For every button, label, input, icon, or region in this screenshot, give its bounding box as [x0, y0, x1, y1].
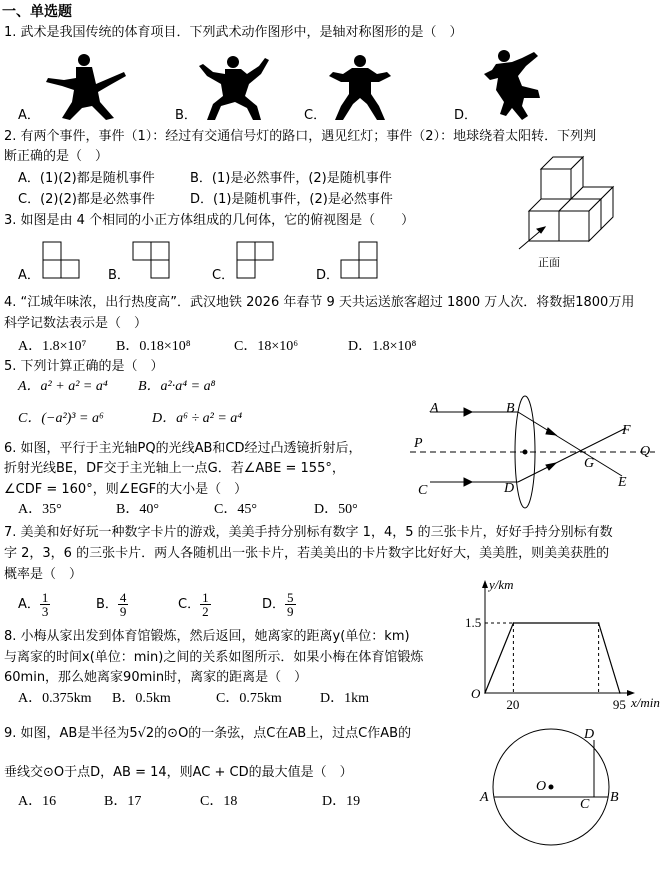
q6-label-f: F	[622, 423, 631, 438]
q6-option-b: B．40°	[116, 502, 159, 517]
q4-stem-line1: 4. “江城年味浓，出行热度高”．武汉地铁 2026 年春节 9 天共运送旅客超过 1800 万人次．将数据1800万用	[4, 295, 635, 310]
q7-stem-line1: 7. 美美和好好玩一种数字卡片的游戏，美美手持分别标有数字 1，4，5 的三张卡片，好好手持分别标有数	[4, 525, 613, 540]
y-axis-label: y/km	[489, 577, 514, 592]
q4-stem-line2: 科学记数法表示是（ ）	[4, 316, 148, 331]
y-axis-arrow	[482, 580, 488, 588]
q3-option-c-figure	[236, 241, 274, 279]
q8-option-c: C．0.75km	[216, 691, 282, 706]
q9-label-c: C	[580, 797, 590, 812]
q3-cube-figure	[515, 155, 645, 255]
q3-option-d-figure	[340, 241, 378, 279]
q4-option-c: C．18×10⁶	[234, 339, 299, 354]
q9-circle-figure	[490, 730, 620, 850]
q8-stem-line2: 与离家的时间x(单位：min)之间的关系如图所示．如果小梅在体育馆锻炼	[4, 650, 424, 665]
x-tick-label: 95	[612, 697, 626, 712]
q9-label-o: O	[536, 779, 547, 794]
q1-option-d: D．	[454, 108, 478, 123]
q6-label-q: Q	[640, 444, 651, 459]
data-point	[619, 692, 621, 694]
q3-stem: 3. 如图是由 4 个相同的小正方体组成的几何体，它的俯视图是（ ）	[4, 213, 415, 228]
q8-option-a: A．0.375km	[18, 691, 92, 706]
q9-label-d: D	[584, 727, 595, 742]
q5-option-b: B．a²·a⁴ = a⁸	[138, 379, 216, 394]
q3-option-c: C．	[212, 268, 235, 283]
q2-option-d: D．(1)是随机事件，(2)是必然事件	[190, 192, 393, 207]
q8-stem-line1: 8. 小梅从家出发到体育馆锻炼，然后返回，她离家的距离y(单位：km)	[4, 629, 410, 644]
q1-figure-b	[195, 52, 270, 122]
q4-option-b: B．0.18×10⁸	[116, 339, 191, 354]
q8-distance-time-chart	[455, 575, 665, 715]
q6-label-d: D	[504, 481, 515, 496]
q6-stem-line2: 折射光线BE，DF交于主光轴上一点G．若∠ABE = 155°，	[4, 461, 345, 476]
q1-figure-a	[40, 52, 130, 122]
q6-option-a: A．35°	[18, 502, 62, 517]
q7-stem-line2: 字 2，3，6 的三张卡片．两人各随机出一张卡片，若美美出的卡片数字比好好大，美美胜，则美美获胜的	[4, 546, 610, 561]
q5-option-c: C．(−a²)³ = a⁶	[18, 411, 104, 426]
q7-option-a: A． $\frac{1}{3}$	[18, 590, 49, 619]
q2-stem-line1: 2. 有两个事件，事件（1）：经过有交通信号灯的路口，遇见红灯；事件（2）：地球绕着太阳转．下列判	[4, 129, 597, 144]
q5-stem: 5. 下列计算正确的是（ ）	[4, 359, 164, 374]
q6-label-b: B	[506, 401, 515, 416]
q9-option-b: B．17	[104, 794, 142, 809]
q6-stem-line3: ∠CDF = 160°，则∠EGF的大小是（ ）	[4, 482, 248, 497]
q9-option-a: A．16	[18, 794, 57, 809]
q3-front-label: 正面	[538, 256, 560, 269]
q6-label-e: E	[618, 475, 627, 490]
q5-option-d: D．a⁶ ÷ a² = a⁴	[152, 411, 243, 426]
q1-option-b: B．	[175, 108, 197, 123]
q6-stem-line1: 6. 如图，平行于主光轴PQ的光线AB和CD经过凸透镜折射后，	[4, 441, 362, 456]
q9-label-b: B	[610, 790, 619, 805]
q6-label-g: G	[584, 456, 595, 471]
q9-stem-line1: 9. 如图，AB是半径为5√2的⊙O的一条弦，点C在AB上，过点C作AB的	[4, 726, 412, 741]
q1-option-a: A．	[18, 108, 40, 123]
q6-option-d: D．50°	[314, 502, 358, 517]
q3-option-d: D．	[316, 268, 340, 283]
q9-option-d: D．19	[322, 794, 361, 809]
q3-option-a-figure	[42, 241, 80, 279]
q8-option-d: D．1km	[320, 691, 369, 706]
q7-option-c: C． $\frac{1}{2}$	[178, 590, 209, 619]
q9-stem-line2: 垂线交⊙O于点D，AB = 14，则AC + CD的最大值是（ ）	[4, 765, 353, 780]
q3-option-b: B．	[108, 268, 130, 283]
q2-stem-line2: 断正确的是（ ）	[4, 149, 109, 164]
x-axis-label: x/min	[631, 695, 660, 710]
q3-option-a: A．	[18, 268, 40, 283]
section-title: 一、单选题	[2, 4, 72, 20]
q8-option-b: B．0.5km	[112, 691, 171, 706]
q2-option-b: B．(1)是必然事件，(2)是随机事件	[190, 171, 392, 186]
q9-label-a: A	[480, 790, 489, 805]
q4-option-d: D．1.8×10⁸	[348, 339, 417, 354]
q9-option-c: C．18	[200, 794, 238, 809]
q7-option-d: D． $\frac{5}{9}$	[262, 590, 294, 619]
origin-label: O	[471, 686, 481, 701]
q6-option-c: C．45°	[214, 502, 257, 517]
q4-option-a: A．1.8×10⁷	[18, 339, 87, 354]
q5-option-a: A．a² + a² = a⁴	[18, 379, 108, 394]
data-point	[484, 692, 486, 694]
q8-stem-line3: 60min，那么她离家90min时，离家的距离是（ ）	[4, 670, 308, 685]
q1-figure-c	[325, 52, 395, 122]
q6-label-c: C	[418, 483, 428, 498]
q7-stem-line3: 概率是（ ）	[4, 567, 83, 582]
q6-label-p: P	[414, 436, 423, 451]
q2-option-a: A．(1)(2)都是随机事件	[18, 171, 155, 186]
q2-option-c: C．(2)(2)都是必然事件	[18, 192, 155, 207]
q7-option-b: B． $\frac{4}{9}$	[96, 590, 127, 619]
y-tick-label: 1.5	[465, 615, 482, 630]
series-line	[485, 623, 620, 693]
q1-stem: 1. 武术是我国传统的体育项目．下列武术动作图形中，是轴对称图形的是（ ）	[4, 25, 463, 40]
q3-option-b-figure	[132, 241, 170, 279]
q1-figure-d	[478, 46, 548, 122]
q1-option-c: C．	[304, 108, 327, 123]
x-tick-label: 20	[506, 697, 520, 712]
q6-label-a: A	[430, 401, 439, 416]
